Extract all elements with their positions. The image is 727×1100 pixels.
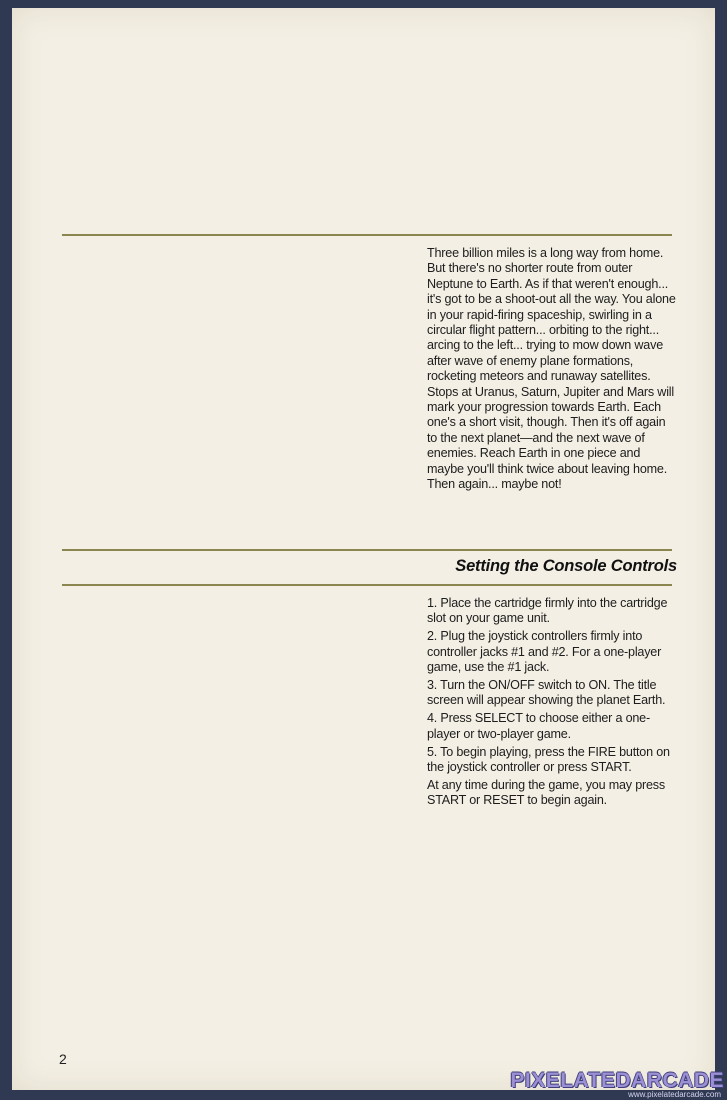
watermark-title: PIXELATEDARCADE bbox=[510, 1069, 724, 1092]
heading-bottom-rule bbox=[62, 584, 672, 586]
step-note: At any time during the game, you may press START or RESET to begin again. bbox=[427, 778, 665, 808]
step-item: 1. Place the cartridge firmly into the cartridge slot on your game unit. bbox=[427, 596, 668, 626]
page-number: 2 bbox=[59, 1051, 67, 1067]
manual-page bbox=[12, 8, 715, 1090]
step-item: 3. Turn the ON/OFF switch to ON. The title screen will appear showing the planet Earth. bbox=[427, 678, 666, 708]
step-item: 4. Press SELECT to choose either a one-player or two-player game. bbox=[427, 711, 650, 741]
console-steps bbox=[427, 596, 682, 812]
top-rule bbox=[62, 234, 672, 236]
intro-paragraph: Three billion miles is a long way from home. But there's no shorter route from outer Neptune to Earth. As if that weren't enough... it's got to be a shoot-out all the way. You alone in your rapid-firing spaceship, swirling in a circular flight pattern... orbiting to the right... arcing to the left... trying to mow down wave after wave of enemy plane formations, rocketing meteors and runaway satellites. Stops at Uranus, Saturn, Jupiter and Mars will mark your progression towards Earth. Each one's a short visit, though. Then it's off again to the next planet—and the next wave of enemies. Reach Earth in one piece and maybe you'll think twice about leaving home. Then again... maybe not! bbox=[427, 246, 676, 492]
heading-top-rule bbox=[62, 549, 672, 551]
step-item: 2. Plug the joystick controllers firmly into controller jacks #1 and #2. For a one-player game, use the #1 jack. bbox=[427, 629, 662, 674]
step-item: 5. To begin playing, press the FIRE button on the joystick controller or press START. bbox=[427, 744, 670, 775]
watermark-url: www.pixelatedarcade.com bbox=[628, 1090, 721, 1099]
section-heading: Setting the Console Controls bbox=[455, 557, 677, 575]
